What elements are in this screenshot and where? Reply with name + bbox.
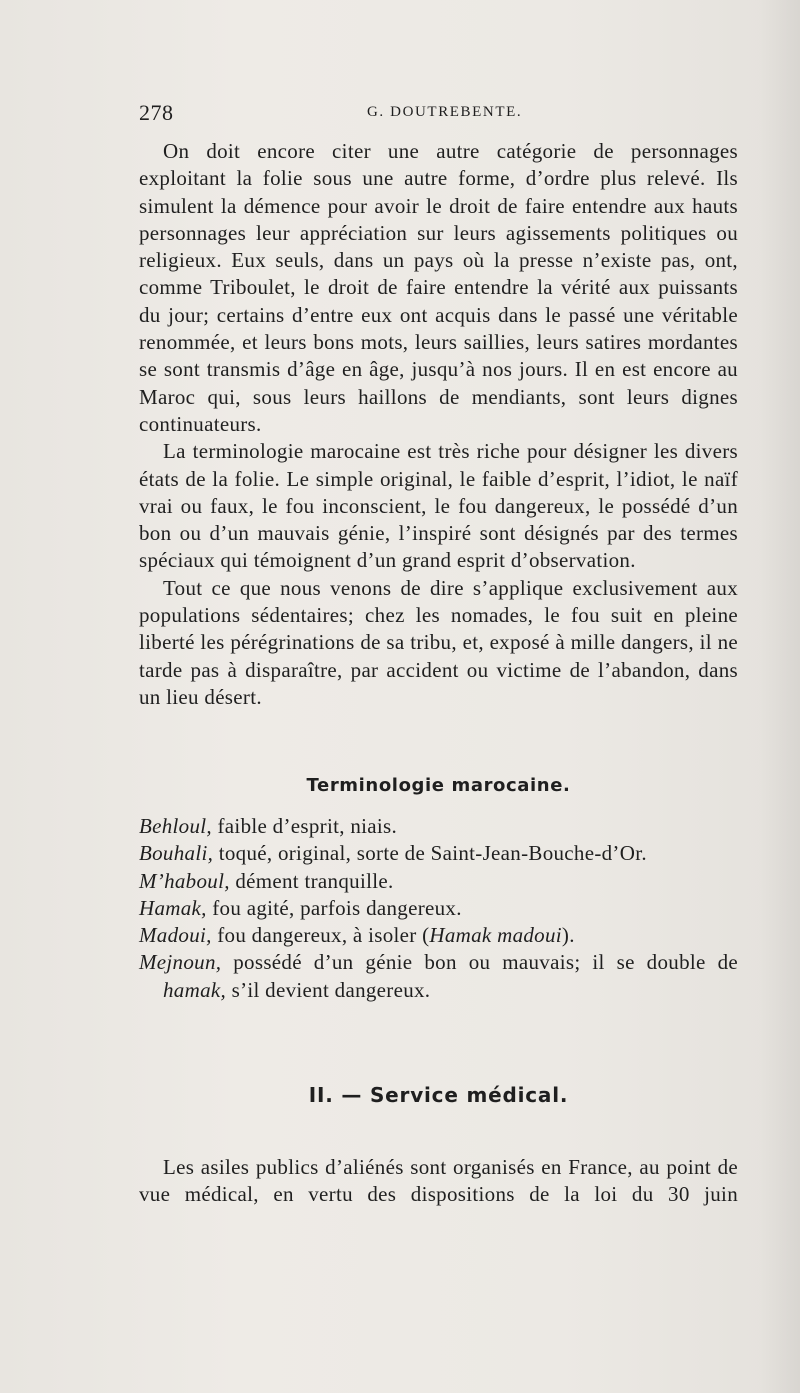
- list-item: [139, 949, 738, 976]
- terminology-heading: Terminologie marocaine.: [306, 775, 571, 796]
- paragraph-asylums: Les asiles publics d’aliénés sont organisés en France, au point de vue médical, en vertu des dispositions de la loi du 30 juin: [139, 1155, 738, 1207]
- section-heading: II. — Service médical.: [308, 1083, 569, 1107]
- list-item: [139, 840, 738, 867]
- list-item: [139, 895, 738, 922]
- term-word: Bouhali,: [139, 841, 214, 866]
- page-edge-shadow: [760, 0, 800, 1393]
- body-text-bottom: [139, 1154, 738, 1209]
- body-text-top: [139, 138, 738, 711]
- term-word: M’haboul,: [139, 868, 230, 893]
- term-word-secondary: Hamak madoui: [429, 923, 562, 948]
- list-item: [139, 922, 738, 949]
- term-definition: possédé d’un génie bon ou mauvais; il se double de: [221, 950, 738, 975]
- term-word: Madoui,: [139, 923, 212, 948]
- paragraph-simulants: On doit encore citer une autre catégorie de personnages exploitant la folie sous une autre forme, d’ordre plus relevé. Ils simulent la démence pour avoir le droit de faire entendre aux hauts personnages leur appréciation sur leurs agissements politiques ou religieux. Eux seuls, dans un pays où la presse n’existe pas, ont, comme Triboulet, le droit de faire entendre la vérité aux puissants du jour; certains d’entre eux ont acquis dans le passé une véritable renommée, et leurs bons mots, leurs saillies, leurs satires mordantes se sont transmis d’âge en âge, jusqu’à nos jours. Il en est encore au Maroc qui, sous leurs haillons de mendiants, sont leurs dignes continuateurs.: [139, 139, 738, 436]
- term-definition: s’il devient dangereux.: [226, 977, 431, 1002]
- page-number: 278: [139, 100, 174, 125]
- term-definition: faible d’esprit, niais.: [211, 814, 398, 838]
- paragraph-nomads: Tout ce que nous venons de dire s’applique exclusivement aux populations sédentaires; chez les nomades, le fou suit en pleine liberté les pérégrinations de sa tribu, et, exposé à mille dangers, il ne tarde pas à disparaître, par accident ou victime de l’abandon, dans un lieu désert.: [139, 575, 738, 709]
- terminology-list: [139, 813, 738, 1004]
- term-word: hamak,: [163, 977, 227, 1002]
- term-word: Behloul,: [139, 814, 212, 838]
- list-item: [139, 813, 738, 840]
- term-word: Hamak,: [139, 895, 207, 920]
- term-word: Mejnoun,: [139, 950, 222, 975]
- term-definition: fou dangereux, à isoler (: [211, 923, 430, 948]
- page-header: [139, 100, 739, 130]
- list-item-continuation: [139, 977, 738, 1004]
- term-definition: toqué, original, sorte de Saint-Jean-Bouche-d’Or.: [213, 841, 647, 866]
- term-definition: dément tranquille.: [229, 868, 394, 893]
- running-head: G. DOUTREBENTE.: [367, 104, 523, 120]
- term-definition: fou agité, parfois dangereux.: [206, 895, 462, 920]
- paragraph-terminology: La terminologie marocaine est très riche pour désigner les divers états de la folie. Le simple original, le faible d’esprit, l’idiot, le naïf vrai ou faux, le fou inconscient, le fou dangereux, le possédé d’un bon ou d’un mauvais génie, l’inspiré sont désignés par des termes spéciaux qui témoignent d’un grand esprit d’observation.: [139, 439, 738, 573]
- list-item: [139, 868, 738, 895]
- term-definition-end: ).: [561, 923, 575, 948]
